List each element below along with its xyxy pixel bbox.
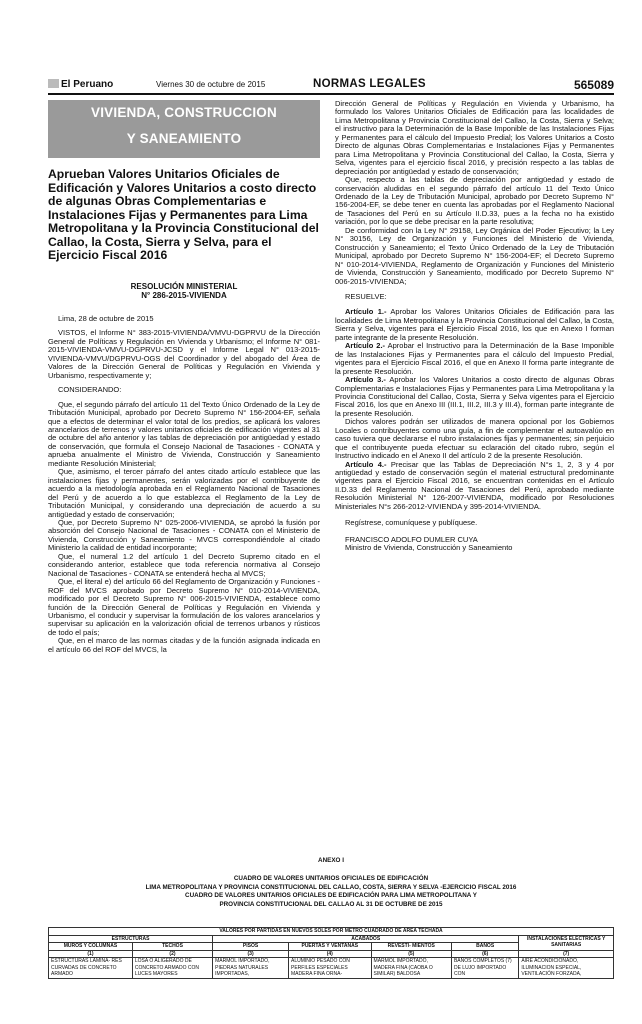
table-cell: ALUMINIO PESADO CON PERFILES ESPECIALES MADERA FINA ORNA-	[289, 958, 372, 979]
paragraph: Que, respecto a las tablas de depreciación por antigüedad y estado de conservación aludidas en el segundo párrafo del artículo 11 del Texto Único Ordenado de la Ley de Tributación Municipal, aprobado por Decreto Supremo N° 156-2004-EF, se debe tener en cuenta las aprobadas por el Reglamento Nacional de Tasaciones del Perú en su Artículo II.D.33, pues a la fecha no ha existido variación, por lo que se debe precisar en la parte resolutiva;	[335, 175, 614, 227]
column-header: BAÑOS	[451, 943, 518, 951]
column-header: PISOS	[213, 943, 289, 951]
column-number: (4)	[289, 950, 372, 958]
paragraph: VISTOS, el Informe N° 383-2015-VIVIENDA/VMVU-DGPRVU de la Dirección General de Políticas y Regulación en Vivienda y Urbanismo; el Informe N° 081-2015-VIVIENDA-VMVU-DGPRVU-JCSD y el Informe Legal N° 013-2015-VIVIENDA-VMVU/DGPRVU-OGS del Coordinador y del abogado del Área de Valores de la Dirección General de Políticas y Regulación en Vivienda y Urbanismo, respectivamente y;	[48, 328, 320, 380]
column-number: (1)	[49, 950, 133, 958]
annex-label: ANEXO I	[318, 857, 344, 864]
right-column	[335, 100, 614, 553]
date-line: Lima, 28 de octubre de 2015	[58, 314, 154, 323]
table-caption: VALORES POR PARTIDAS EN NUEVOS SOLES POR METRO CUADRADO DE AREA TECHADA	[49, 928, 614, 936]
article-4: Artículo 4.- Precisar que las Tablas de Depreciación N°s 1, 2, 3 y 4 por antigüedad y estado de conservación según el material estructural predominante vigentes para el Ejercicio Fiscal 2016, se encuentran contenidas en el Artículo II.D.33 del Reglamento Nacional de Tasaciones del Perú, aprobado mediante Resolución Ministerial N° 126-2007-VIVIENDA, modificado por Resoluciones Ministeriales N°s 266-2012-VIVIENDA y 395-2014-VIVIENDA.	[335, 459, 614, 511]
paragraph: Que, asimismo, el tercer párrafo del antes citado artículo establece que las instalaciones fijas y permanentes, serán valorizadas por el contribuyente de acuerdo a la metodología aprobada en el Reglamento Nacional de Tasaciones del Perú y de acuerdo a lo que establezca el Reglamento de la Ley de Tributación Municipal, y considerando una depreciación de acuerdo a su antigüedad y estado de conservación;	[48, 467, 320, 519]
article-3: Artículo 3.- Aprobar los Valores Unitarios a costo directo de algunas Obras Complementarias e Instalaciones Fijas y Permanentes para Lima Metropolitana y la Provincia Constitucional del Callao, Costa, Sierra y Selva vigentes para el Ejercicio Fiscal 2016, los que en Anexo III (III.1, III.2, III.3 y III.4), forman parte integrante de la presente Resolución.	[335, 375, 615, 418]
paragraph: Dirección General de Políticas y Regulación en Vivienda y Urbanismo, ha formulado los Valores Unitarios Oficiales de Edificación para las localidades de Lima Metropolitana y Provincia Constitucional del Callao, la Costa, Sierra y Selva; el instructivo para la Determinación de la Base Imponible de las Instalaciones Fijas y Permanentes para el cálculo del Impuesto Predial; los Valores Unitarios a Costo Directo de algunas Obras Complementarias e Instalaciones Fijas y Permanentes para Lima Metropolitana y Provincia Constitucional del Callao, la Costa, Sierra y Selva, vigentes para el ejercicio fiscal 2016, y precisión respecto a las tablas de depreciación por antigüedad y estado de conservación;	[335, 99, 614, 176]
considerando-heading: CONSIDERANDO:	[58, 385, 122, 395]
article-1: Artículo 1.- Aprobar los Valores Unitarios Oficiales de Edificación para las localidades de Lima Metropolitana y la Provincia Constitucional del Callao, la Costa, Sierra y Selva, vigentes para el Ejercicio Fiscal 2016, los que en Anexo I forman parte integrante de la presente Resolución.	[335, 307, 615, 342]
article-3-note: Dichos valores podrán ser utilizados de manera opcional por los Gobiernos Locales o contribuyentes como una guía, a fin de complementar el autoavalúo en caso tuviera que declararse el rubro instalaciones fijas y permanentes; sin perjuicio que el contribuyente pueda efectuar su eclaración del citado rubro, según el Instructivo indicado en el Anexo II del artículo 2 de la presente Resolución.	[335, 417, 614, 461]
table-cell: ESTRUCTURAS LAMINA- RES CURVADAS DE CONCRETO ARMADO	[49, 958, 133, 979]
table-cell: LOSA O ALIGERADO DE CONCRETO ARMADO CON LUCES MAYORES	[132, 958, 212, 979]
table-cell: MÁRMOL IMPORTADO, MADERA FINA (CAOBA O SIMILAR) BALDOSA	[371, 958, 451, 979]
column-number: (6)	[451, 950, 518, 958]
page-number: 565089	[573, 78, 614, 92]
shield-icon	[48, 79, 59, 88]
section-title: NORMAS LEGALES	[313, 78, 426, 90]
article-title: Aprueban Valores Unitarios Oficiales de Edificación y Valores Unitarios a costo directo de algunas Obras Complementarias e Instalaciones Fijas y Permanentes para Lima Metropolitana y la Provincia Constitucional del Callao, la Costa, Sierra y Selva, para el Ejercicio Fiscal 2016	[48, 167, 319, 262]
group-header: ESTRUCTURAS	[49, 935, 213, 943]
article-2: Artículo 2.- Aprobar el Instructivo para la Determinación de la Base Imponible de las Instalaciones Fijas y Permanentes para el cálculo del Impuesto Predial, vigentes para el Ejercicio Fiscal 2016, el que en Anexo II forma parte integrante de la presente Resolución.	[335, 341, 615, 376]
resolution-heading: RESOLUCIÓN MINISTERIAL N° 286-2015-VIVIENDA	[130, 282, 238, 300]
group-header: ACABADOS	[213, 935, 519, 943]
column-header: REVESTI- MIENTOS	[371, 943, 451, 951]
table-row	[49, 958, 614, 979]
banner-line-1: VIVIENDA, CONSTRUCCION	[91, 105, 277, 120]
paragraph: De conformidad con la Ley N° 29158, Ley Orgánica del Poder Ejecutivo; la Ley N° 30156, Ley de Organización y Funciones del Ministerio de Vivienda, Construcción y Saneamiento; el Texto Único Ordenado de la Ley de Tributación Municipal, aprobado por Decreto Supremo N° 156-2004-EF; el Decreto Supremo N° 010-2014-VIVIENDA, Reglamento de Organización y Funciones del Ministerio de Vivienda, Construcción y Saneamiento, modificado por Decreto Supremo N° 006-2015-VIVIENDA;	[335, 225, 614, 286]
paragraph: Que, el numeral 1.2 del artículo 1 del Decreto Supremo citado en el considerando anterior, establece que toda referencia normativa al Consejo Nacional de Tasaciones - CONATA se entenderá hecha al MVCS;	[48, 551, 320, 578]
header-date: Viernes 30 de octubre de 2015	[156, 80, 266, 89]
paragraph: Que, el segundo párrafo del artículo 11 del Texto Único Ordenado de la Ley de Tributación Municipal, aprobado por Decreto Supremo N° 156-2004-EF, señala que a efectos de determinar el valor total de los predios, se aplicará los valores arancelarios de terrenos y valores unitarios oficiales de edificación vigentes al 31 de octubre del año anterior y las tablas de depreciación por antigüedad y estado de conservación, que formula el Consejo Nacional de Tasaciones - CONATA y aprueba anualmente el Ministro de Vivienda, Construcción y Saneamiento mediante Resolución Ministerial;	[48, 399, 320, 468]
newspaper-logo: El Peruano	[48, 79, 113, 90]
section-banner	[48, 100, 320, 158]
column-number: (5)	[371, 950, 451, 958]
closing-line: Regístrese, comuníquese y publíquese.	[345, 518, 478, 528]
values-table	[48, 927, 614, 979]
column-number: (2)	[132, 950, 212, 958]
column-header: INSTALACIONES ELECTRICAS Y SANITARIAS	[519, 935, 614, 950]
column-number: (7)	[519, 950, 614, 958]
paragraph: Que, por Decreto Supremo N° 025-2006-VIVIENDA, se aprobó la fusión por absorción del Consejo Nacional de Tasaciones - CONATA con el Ministerio de Vivienda, Construcción y Saneamiento - MVCS correspondiéndole al citado Ministerio la calidad de entidad incorporante;	[48, 517, 320, 553]
signature-role: Ministro de Vivienda, Construcción y Saneamiento	[345, 543, 513, 553]
header-rule	[48, 93, 614, 95]
column-header: PUERTAS Y VENTANAS	[289, 943, 372, 951]
page-header	[48, 78, 614, 94]
column-number: (3)	[213, 950, 289, 958]
signature-name: FRANCISCO ADOLFO DUMLER CUYA	[345, 534, 478, 544]
annex-titles: CUADRO DE VALORES UNITARIOS OFICIALES DE EDIFICACIÓN LIMA METROPOLITANA Y PROVINCIA CONSTITUCIONAL DEL CALLAO, COSTA, SIERRA Y SELVA -EJERCICIO FISCAL 2016 CUADRO DE VALORES UNITARIOS OFICIALES DE EDIFICACIÓN PARA LIMA METROPOLITANA Y PROVINCIA CONSTITUCIONAL DEL CALLAO AL 31 DE OCTUBRE DE 2015	[145, 875, 517, 908]
column-header: TECHOS	[132, 943, 212, 951]
paragraph: Que, el literal e) del artículo 66 del Reglamento de Organización y Funciones - ROF del MVCS aprobado por Decreto Supremo N° 010-2014-VIVIENDA, modificado por el Decreto Supremo N° 006-2015-VIVIENDA, establece como función de la Dirección General de Políticas y Regulación en Vivienda y Urbanismo, el conducir y supervisar la formulación de los valores arancelarios y supervisar su aplicación en la valorización oficial de terrenos urbanos y rústicos de todo el país;	[48, 577, 320, 637]
table-cell: MÁRMOL IMPORTADO, PIEDRAS NATURALES IMPORTADAS,	[213, 958, 289, 979]
table-cell: AIRE ACONDICIONADO, ILUMINACION ESPECIAL, VENTILACIÓN FORZADA,	[519, 958, 614, 979]
column-header: MUROS Y COLUMNAS	[49, 943, 133, 951]
resuelve-heading: RESUELVE:	[345, 291, 387, 301]
left-column	[48, 315, 320, 654]
paragraph: Que, en el marco de las normas citadas y de la función asignada indicada en el artículo 66 del ROF del MVCS, la	[48, 636, 320, 654]
banner-line-2: Y SANEAMIENTO	[126, 131, 242, 146]
table-cell: BAÑOS COMPLETOS (7) DE LUJO IMPORTADO CON	[451, 958, 518, 979]
